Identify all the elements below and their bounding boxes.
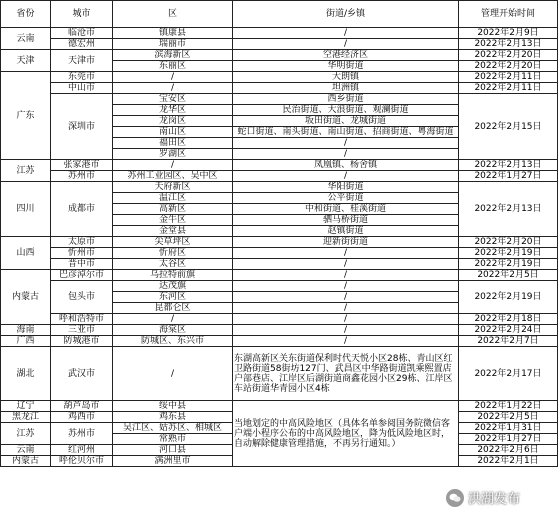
province-cell: 湖北 [1, 347, 51, 401]
province-cell: 江苏 [1, 160, 51, 182]
city-cell: 武汉市 [51, 347, 113, 401]
city-cell: 东莞市 [51, 72, 113, 83]
date-cell: 2022年2月24日 [459, 325, 558, 336]
street-cell: 大朗镇 [233, 72, 459, 83]
district-cell: 龙岗区 [113, 116, 233, 127]
street-cell: / [233, 248, 459, 259]
district-cell: / [113, 314, 233, 325]
city-cell: 晋中市 [51, 259, 113, 270]
province-cell: 黑龙江 [1, 412, 51, 423]
street-cell: 蛇口街道、南头街道、南山街道、招商街道、粤海街道 [233, 127, 459, 138]
district-cell: 绥中县 [113, 401, 233, 412]
district-cell: 忻府区 [113, 248, 233, 259]
date-cell: 2022年1月31日 [459, 423, 558, 434]
province-cell: 内蒙古 [1, 456, 51, 467]
district-cell: 鸡东县 [113, 412, 233, 423]
date-cell: 2022年2月13日 [459, 160, 558, 171]
table-row [1, 401, 558, 412]
street-cell: 空港经济区 [233, 50, 459, 61]
street-cell: 驷马桥街道 [233, 215, 459, 226]
district-cell: 高新区 [113, 204, 233, 215]
city-cell: 天津市 [51, 50, 113, 72]
city-cell: 苏州市 [51, 423, 113, 445]
province-cell: 广东 [1, 72, 51, 160]
city-cell: 鸡西市 [51, 412, 113, 423]
province-cell: 天津 [1, 50, 51, 72]
district-cell: / [113, 83, 233, 94]
table-row [1, 270, 558, 281]
date-cell: 2022年2月19日 [459, 281, 558, 314]
date-cell: 2022年2月19日 [459, 248, 558, 259]
street-cell: 凤凰镇、杨舍镇 [233, 160, 459, 171]
street-cell: / [233, 303, 459, 314]
date-cell: 2022年2月20日 [459, 237, 558, 248]
street-cell: / [233, 149, 459, 160]
street-cell: / [233, 336, 459, 347]
city-cell: 临沧市 [51, 28, 113, 39]
city-cell: 葫芦岛市 [51, 401, 113, 412]
street-cell: 坂田街道、龙城街道 [233, 116, 459, 127]
city-cell: 红河州 [51, 445, 113, 456]
city-cell: 德宏州 [51, 39, 113, 50]
district-cell: / [113, 347, 233, 401]
table-row [1, 336, 558, 347]
street-cell: / [233, 39, 459, 50]
street-cell: 东湖高新区关东街道保利时代天悦小区28栋、青山区红卫路街道58街坊127门、武昌区中华路街道凯乘熙置店户部巷店、江岸区后湖街道商鑫花园小区29栋、江岸区车站街道华青园小区4栋 [233, 347, 459, 401]
watermark [446, 488, 520, 507]
table-row [1, 28, 558, 39]
district-cell: 常熟市 [113, 434, 233, 445]
district-cell: 天府新区 [113, 182, 233, 193]
city-cell: 巴彦淖尔市 [51, 270, 113, 281]
district-cell: 南山区 [113, 127, 233, 138]
date-cell: 2022年2月7日 [459, 336, 558, 347]
district-cell: 东丽区 [113, 61, 233, 72]
district-cell: 罗湖区 [113, 149, 233, 160]
wechat-icon [446, 489, 464, 507]
district-cell: 镇康县 [113, 28, 233, 39]
date-cell: 2022年2月13日 [459, 182, 558, 237]
street-cell: 赵镇街道 [233, 226, 459, 237]
header-row [1, 1, 558, 28]
district-cell: 滨海新区 [113, 50, 233, 61]
district-cell: / [113, 72, 233, 83]
district-cell: 太谷区 [113, 259, 233, 270]
table-row [1, 314, 558, 325]
street-cell: / [233, 325, 459, 336]
header-district: 区 [113, 1, 233, 28]
table-row [1, 325, 558, 336]
table-row [1, 347, 558, 401]
district-cell: 温江区 [113, 193, 233, 204]
province-cell: 云南 [1, 445, 51, 456]
district-cell: 海棠区 [113, 325, 233, 336]
city-cell: 呼伦贝尔市 [51, 456, 113, 467]
date-cell: 2022年2月5日 [459, 270, 558, 281]
province-cell: 云南 [1, 28, 51, 50]
table-row [1, 259, 558, 270]
district-cell: 龙华区 [113, 105, 233, 116]
table-row [1, 248, 558, 259]
street-cell: / [233, 171, 459, 182]
watermark-text: 洪湖发布 [468, 492, 521, 507]
date-cell: 2022年2月9日 [459, 28, 558, 39]
street-cell: 公平街道 [233, 193, 459, 204]
district-cell: 昆都仑区 [113, 303, 233, 314]
table-row [1, 237, 558, 248]
district-cell: 吴江区、姑苏区、相城区 [113, 423, 233, 434]
header-street: 街道/乡镇 [233, 1, 459, 28]
street-cell: 中和街道、桂溪街道 [233, 204, 459, 215]
header-province: 省份 [1, 1, 51, 28]
table-row [1, 182, 558, 193]
district-cell: 尖草坪区 [113, 237, 233, 248]
district-cell: 东河区 [113, 292, 233, 303]
date-cell: 2022年1月27日 [459, 171, 558, 182]
district-cell: 金牛区 [113, 215, 233, 226]
header-start-time: 管理开始时间 [459, 1, 558, 28]
header-city: 城市 [51, 1, 113, 28]
street-cell: / [233, 259, 459, 270]
table-row [1, 94, 558, 105]
district-cell: 满洲里市 [113, 456, 233, 467]
street-cell: 迎新街街道 [233, 237, 459, 248]
date-cell: 2022年2月18日 [459, 314, 558, 325]
street-cell: 西乡街道 [233, 94, 459, 105]
street-cell: / [233, 314, 459, 325]
city-cell: 深圳市 [51, 94, 113, 160]
district-cell: / [113, 160, 233, 171]
street-note-cell: 当地划定的中高风险地区（具体名单参阅国务院微信客户端小程序公布的中高风险地区，降为低风险地区时，自动解除健康管理措施，不再另行通知。） [233, 401, 459, 467]
street-cell: 华阳街道 [233, 182, 459, 193]
street-cell: 华明街道 [233, 61, 459, 72]
date-cell: 2022年2月11日 [459, 83, 558, 94]
date-cell: 2022年2月20日 [459, 50, 558, 61]
street-cell: 坦洲镇 [233, 83, 459, 94]
district-cell: 河口县 [113, 445, 233, 456]
date-cell: 2022年1月22日 [459, 401, 558, 412]
province-cell: 四川 [1, 182, 51, 237]
city-cell: 张家港市 [51, 160, 113, 171]
table-row [1, 281, 558, 292]
province-cell: 辽宁 [1, 401, 51, 412]
table-row [1, 72, 558, 83]
table-row [1, 160, 558, 171]
street-cell: / [233, 292, 459, 303]
district-cell: 福田区 [113, 138, 233, 149]
province-cell: 山西 [1, 237, 51, 270]
date-cell: 2022年1月27日 [459, 434, 558, 445]
table-row [1, 50, 558, 61]
date-cell: 2022年2月11日 [459, 72, 558, 83]
date-cell: 2022年2月1日 [459, 456, 558, 467]
district-cell: 防城区、东兴市 [113, 336, 233, 347]
date-cell: 2022年2月13日 [459, 39, 558, 50]
city-cell: 呼和浩特市 [51, 314, 113, 325]
street-cell: / [233, 28, 459, 39]
district-cell: 宝安区 [113, 94, 233, 105]
city-cell: 防城港市 [51, 336, 113, 347]
province-cell: 内蒙古 [1, 270, 51, 325]
table-row [1, 171, 558, 182]
city-cell: 包头市 [51, 281, 113, 314]
city-cell: 苏州市 [51, 171, 113, 182]
street-cell: 民治街道、大浪街道、观澜街道 [233, 105, 459, 116]
city-cell: 成都市 [51, 182, 113, 237]
province-cell: 海南 [1, 325, 51, 336]
city-cell: 三亚市 [51, 325, 113, 336]
table-row [1, 39, 558, 50]
district-cell: 金堂县 [113, 226, 233, 237]
city-cell: 太原市 [51, 237, 113, 248]
district-cell: 乌拉特前旗 [113, 270, 233, 281]
street-cell: / [233, 138, 459, 149]
date-cell: 2022年2月5日 [459, 412, 558, 423]
province-cell: 广西 [1, 336, 51, 347]
city-cell: 中山市 [51, 83, 113, 94]
district-cell: 达茂旗 [113, 281, 233, 292]
date-cell: 2022年2月6日 [459, 445, 558, 456]
table-row [1, 83, 558, 94]
street-cell: / [233, 270, 459, 281]
date-cell: 2022年2月20日 [459, 61, 558, 72]
city-cell: 忻州市 [51, 248, 113, 259]
date-cell: 2022年2月15日 [459, 94, 558, 160]
district-cell: 瑞丽市 [113, 39, 233, 50]
street-cell: / [233, 281, 459, 292]
province-cell: 江苏 [1, 423, 51, 445]
date-cell: 2022年2月17日 [459, 347, 558, 401]
date-cell: 2022年2月19日 [459, 259, 558, 270]
district-cell: 苏州工业园区、吴中区 [113, 171, 233, 182]
